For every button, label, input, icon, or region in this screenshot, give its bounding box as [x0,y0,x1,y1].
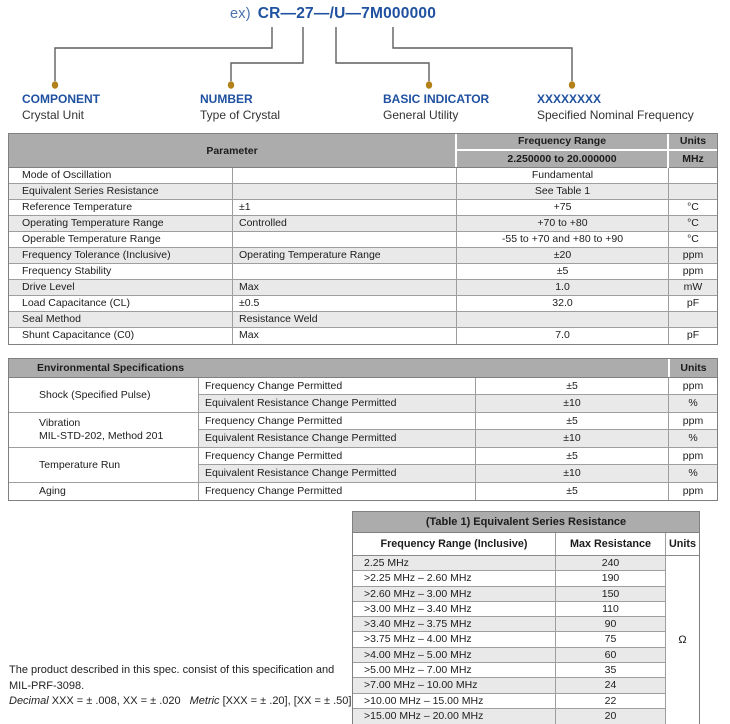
env-group-temperature-run [9,448,717,483]
env-value: ±10 [476,465,669,482]
env-unit: ppm [682,380,704,392]
freq-range: >5.00 MHz – 7.00 MHz [353,663,556,677]
decimal-label: Decimal [9,695,49,708]
env-group-aging [9,483,717,500]
param-unit [669,168,717,183]
header-units: Units [669,538,696,550]
connector-line-number [231,27,303,81]
metric-label: Metric [189,695,220,708]
param-unit: °C [687,233,699,245]
param-condition: ±0.5 [233,296,457,311]
max-resistance: 60 [604,648,617,661]
env-test: Equivalent Resistance Change Permitted [199,430,476,447]
connector-line-frequency [393,27,572,81]
legend-desc: Type of Crystal [200,108,281,122]
param-unit: °C [687,217,699,229]
freq-range: >10.00 MHz – 15.00 MHz [353,694,556,708]
legend-component [22,92,100,122]
table-row [9,264,717,280]
freq-range: >3.40 MHz – 3.75 MHz [353,617,556,631]
env-name-line1: Temperature Run [39,458,121,471]
resistance-table [352,511,700,724]
resistance-rows [353,556,666,724]
legend-dot [228,81,234,89]
legend-desc: Specified Nominal Frequency [537,108,694,122]
metric-tolerance: [XXX = ± .20], [XX = ± .50] [222,695,352,708]
param-value: See Table 1 [457,184,669,199]
param-unit: ppm [682,265,704,277]
legend-dot [426,81,432,89]
env-group-name [9,413,199,447]
footnote-line2: MIL-PRF-3098. [9,679,85,692]
param-name: Frequency Stability [9,264,233,279]
param-name: Shunt Capacitance (C0) [9,328,233,344]
max-resistance: 35 [604,664,617,677]
freq-range: >3.00 MHz – 3.40 MHz [353,602,556,616]
freq-range: 2.25 MHz [353,556,556,570]
max-resistance: 110 [602,602,619,615]
param-condition [233,232,457,247]
max-resistance: 24 [604,679,617,692]
freq-range: >15.00 MHz – 20.00 MHz [353,709,556,724]
env-group-name [9,483,199,500]
table-row [199,395,717,412]
env-test: Frequency Change Permitted [199,413,476,429]
freq-range: >2.60 MHz – 3.00 MHz [353,587,556,601]
env-group-rows [199,448,717,482]
param-condition: Max [233,280,457,295]
table-row [9,232,717,248]
table-row [353,632,665,647]
param-unit: ppm [682,249,704,261]
table-row [199,430,717,447]
table-row [353,709,665,724]
env-header-title: Environmental Specifications [9,359,670,377]
header-frequency-range-inclusive: Frequency Range (Inclusive) [353,533,556,555]
env-value: ±10 [476,430,669,447]
env-value: ±5 [476,483,669,500]
env-unit: ppm [682,415,704,427]
legend-dot [52,81,58,89]
param-condition: Operating Temperature Range [233,248,457,263]
freq-range: >2.25 MHz – 2.60 MHz [353,571,556,585]
param-unit: pF [686,329,700,341]
max-resistance: 240 [601,557,620,569]
env-unit: ppm [682,450,704,462]
freq-range: >7.00 MHz – 10.00 MHz [353,678,556,692]
env-name-line1: Shock (Specified Pulse) [39,388,151,401]
param-name: Mode of Oscillation [9,168,233,183]
legend-label: COMPONENT [22,92,100,106]
param-value: ±5 [457,264,669,279]
footnote-tolerances [9,694,361,710]
freq-range: >4.00 MHz – 5.00 MHz [353,648,556,662]
env-unit: % [688,467,698,479]
table-row [9,168,717,184]
table-row [9,296,717,312]
part-number-example [230,5,436,23]
table-row [353,678,665,693]
param-unit: mW [683,281,703,293]
header-max-resistance: Max Resistance [556,533,666,555]
param-value: 1.0 [457,280,669,295]
part-number-code: CR—27—/U—7M000000 [257,5,437,22]
table-row [353,602,665,617]
table-row [199,413,717,430]
env-value: ±5 [476,448,669,464]
param-condition: Resistance Weld [233,312,457,327]
resistance-table-body [353,556,699,724]
env-name-line1: Vibration [39,417,81,429]
param-name: Seal Method [9,312,233,327]
param-name: Load Capacitance (CL) [9,296,233,311]
table-row [9,248,717,264]
header-row [457,151,717,168]
table-row [199,483,717,500]
header-frequency-range: Frequency Range [457,134,669,149]
param-condition: Max [233,328,457,344]
resistance-table-header [353,533,699,556]
param-unit: °C [687,201,699,213]
param-name: Frequency Tolerance (Inclusive) [9,248,233,263]
legend-number [200,92,280,122]
legend-label: NUMBER [200,92,253,106]
resistance-table-title: (Table 1) Equivalent Series Resistance [353,512,699,533]
resistance-unit-ohm: Ω [666,556,699,724]
table-row [199,448,717,465]
parameter-table [8,133,718,345]
param-value: 7.0 [457,328,669,344]
header-parameter: Parameter [9,134,457,167]
max-resistance: 20 [604,709,617,722]
table-row [353,648,665,663]
connector-line-basic-indicator [336,27,429,81]
env-unit: ppm [682,485,704,497]
env-group-rows [199,413,717,447]
param-value: Fundamental [457,168,669,183]
example-prefix: ex) [230,6,251,22]
param-unit [669,184,717,199]
legend-desc: General Utility [383,108,459,122]
max-resistance: 22 [604,694,617,707]
param-name: Reference Temperature [9,200,233,215]
env-header-units: Units [680,362,707,374]
param-name: Equivalent Series Resistance [9,184,233,199]
param-value: -55 to +70 and +80 to +90 [457,232,669,247]
max-resistance: 150 [601,587,620,600]
parameter-table-header [9,134,717,168]
header-row [457,134,717,151]
table-row [353,663,665,678]
env-test: Frequency Change Permitted [199,483,476,500]
environmental-table [8,358,718,501]
footnote [9,663,361,710]
env-value: ±5 [476,413,669,429]
decimal-tolerance: XXX = ± .008, XX = ± .020 [51,695,181,708]
param-value: +70 to +80 [457,216,669,231]
max-resistance: 75 [604,633,617,646]
env-test: Frequency Change Permitted [199,448,476,464]
table-row [199,378,717,395]
table-row [353,694,665,709]
max-resistance: 190 [601,572,620,585]
env-test: Equivalent Resistance Change Permitted [199,395,476,412]
env-group-name [9,378,199,412]
param-condition [233,184,457,199]
param-unit: pF [686,297,700,309]
env-value: ±10 [476,395,669,412]
table-row [9,216,717,232]
header-units: Units [679,135,707,147]
param-value [457,312,669,327]
param-name: Operable Temperature Range [9,232,233,247]
env-group-shock [9,378,717,413]
env-group-vibration [9,413,717,448]
param-condition: Controlled [233,216,457,231]
legend-dot [569,81,575,89]
header-right [457,134,717,167]
footnote-line1: The product described in this spec. consist of this specification and [9,664,335,676]
env-test: Frequency Change Permitted [199,378,476,394]
max-resistance: 90 [604,618,617,631]
legend-basic-indicator [383,92,489,122]
table-row [353,556,665,571]
env-name-line2: MIL-STD-202, Method 201 [39,430,164,442]
param-name: Operating Temperature Range [9,216,233,231]
header-frequency-value: 2.250000 to 20.000000 [457,151,669,168]
param-condition [233,264,457,279]
table-row [9,312,717,328]
param-value: ±20 [457,248,669,263]
param-value: +75 [457,200,669,215]
env-group-rows [199,378,717,412]
environmental-table-header [9,359,717,378]
table-row [9,184,717,200]
env-name-line1: Aging [39,485,66,497]
table-row [9,280,717,296]
param-condition: ±1 [233,200,457,215]
param-condition [233,168,457,183]
env-test: Equivalent Resistance Change Permitted [199,465,476,482]
header-units-value: MHz [682,153,704,165]
legend-label: XXXXXXXX [537,92,602,106]
connector-line-component [55,27,272,81]
freq-range: >3.75 MHz – 4.00 MHz [353,632,556,646]
legend-desc: Crystal Unit [22,108,85,122]
env-unit: % [688,397,698,409]
param-unit [669,312,717,327]
table-row [353,587,665,602]
legend-frequency [537,92,694,122]
env-group-rows [199,483,717,500]
env-unit: % [688,432,698,444]
table-row [199,465,717,482]
env-group-name [9,448,199,482]
param-value: 32.0 [457,296,669,311]
param-name: Drive Level [9,280,233,295]
table-row [353,571,665,586]
legend-label: BASIC INDICATOR [383,92,490,106]
table-row [9,200,717,216]
table-row [353,617,665,632]
table-row [9,328,717,344]
env-value: ±5 [476,378,669,394]
